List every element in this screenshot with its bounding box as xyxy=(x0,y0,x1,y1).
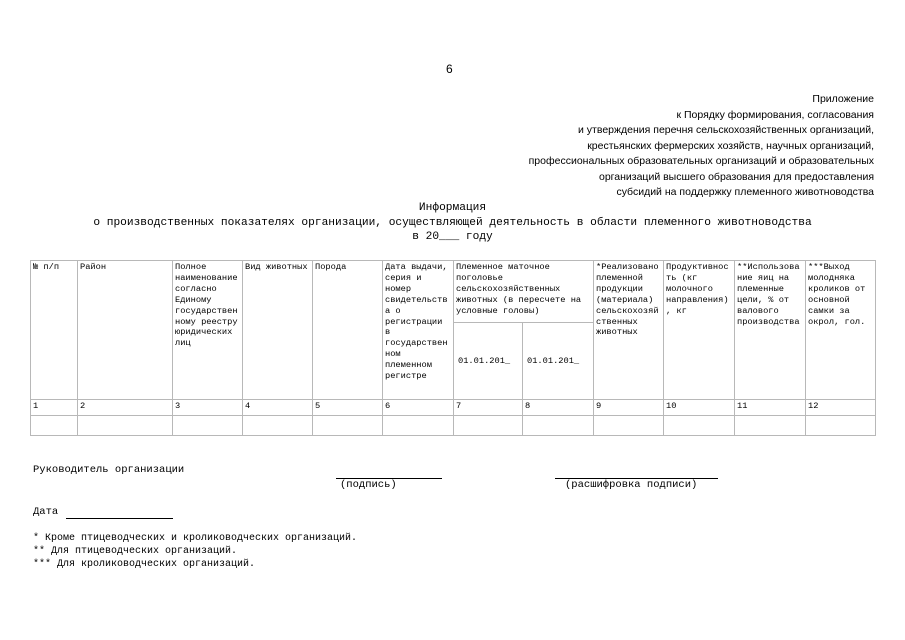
header-cell: **Использование яиц на племенные цели, % от валового производства xyxy=(735,261,806,400)
column-number: 12 xyxy=(806,400,876,416)
empty-cell[interactable] xyxy=(78,416,173,436)
title-line: Информация xyxy=(418,202,487,214)
appendix-line: организаций высшего образования для предоставления xyxy=(599,170,874,183)
header-cell: Район xyxy=(78,261,173,400)
header-cell: Вид животных xyxy=(243,261,313,400)
signature-caption: (подпись) xyxy=(340,479,397,491)
title-line: в 20___ году xyxy=(412,231,493,243)
date-cell: 01.01.201_ xyxy=(523,323,594,400)
empty-cell[interactable] xyxy=(31,416,78,436)
appendix-block xyxy=(414,92,874,201)
appendix-line: к Порядку формирования, согласования xyxy=(676,108,874,121)
empty-cell[interactable] xyxy=(594,416,664,436)
head-of-organization-label: Руководитель организации xyxy=(33,464,185,476)
header-cell: Продуктивность (кг молочного направления), кг xyxy=(664,261,735,400)
empty-cell[interactable] xyxy=(735,416,806,436)
header-cell: № п/п xyxy=(31,261,78,400)
appendix-line: и утверждения перечня сельскохозяйственных организаций, xyxy=(578,124,874,136)
column-number: 9 xyxy=(594,400,664,416)
header-cell: Дата выдачи, серия и номер свидетельства о регистрации в государственном племенном регистре xyxy=(383,261,454,400)
header-cell: ***Выход молодняка кроликов от основной самки за окрол, гол. xyxy=(806,261,876,400)
column-number: 11 xyxy=(735,400,806,416)
column-number: 7 xyxy=(454,400,523,416)
title-line: о производственных показателях организации, осуществляющей деятельность в области племенного животноводства xyxy=(93,216,812,229)
date-cell: 01.01.201_ xyxy=(454,323,523,400)
date-label: Дата xyxy=(33,506,59,518)
column-number: 10 xyxy=(664,400,735,416)
empty-cell[interactable] xyxy=(313,416,383,436)
page-number: 6 xyxy=(446,62,453,76)
empty-cell[interactable] xyxy=(664,416,735,436)
header-cell: *Реализовано племенной продукции (материала) сельскохозяйственных животных xyxy=(594,261,664,400)
date-line[interactable] xyxy=(66,518,173,519)
column-number: 4 xyxy=(243,400,313,416)
header-cell: Племенное маточное поголовье сельскохозяйственных животных (в пересчете на условные головы) xyxy=(454,261,594,323)
column-number: 6 xyxy=(383,400,454,416)
indicators-table xyxy=(30,260,876,436)
empty-cell[interactable] xyxy=(454,416,523,436)
empty-cell[interactable] xyxy=(243,416,313,436)
column-number: 2 xyxy=(78,400,173,416)
footnote: ** Для птицеводческих организаций. xyxy=(33,546,238,557)
header-cell: Полное наименование согласно Единому государственному реестру юридических лиц xyxy=(173,261,243,400)
empty-cell[interactable] xyxy=(806,416,876,436)
appendix-line: субсидий на поддержку племенного животноводства xyxy=(616,186,874,198)
column-number: 1 xyxy=(31,400,78,416)
empty-cell[interactable] xyxy=(383,416,454,436)
column-number: 8 xyxy=(523,400,594,416)
header-cell: Порода xyxy=(313,261,383,400)
appendix-line: Приложение xyxy=(812,93,874,105)
decode-caption: (расшифровка подписи) xyxy=(565,479,698,491)
footnote: * Кроме птицеводческих и кролиководческих организаций. xyxy=(33,533,358,544)
empty-cell[interactable] xyxy=(523,416,594,436)
appendix-line: крестьянских фермерских хозяйств, научных организаций, xyxy=(587,139,874,152)
document-title xyxy=(0,201,905,245)
footnote: *** Для кролиководческих организаций. xyxy=(33,559,256,570)
column-number: 5 xyxy=(313,400,383,416)
appendix-line: профессиональных образовательных организаций и образовательных xyxy=(528,155,874,167)
empty-cell[interactable] xyxy=(173,416,243,436)
column-number: 3 xyxy=(173,400,243,416)
